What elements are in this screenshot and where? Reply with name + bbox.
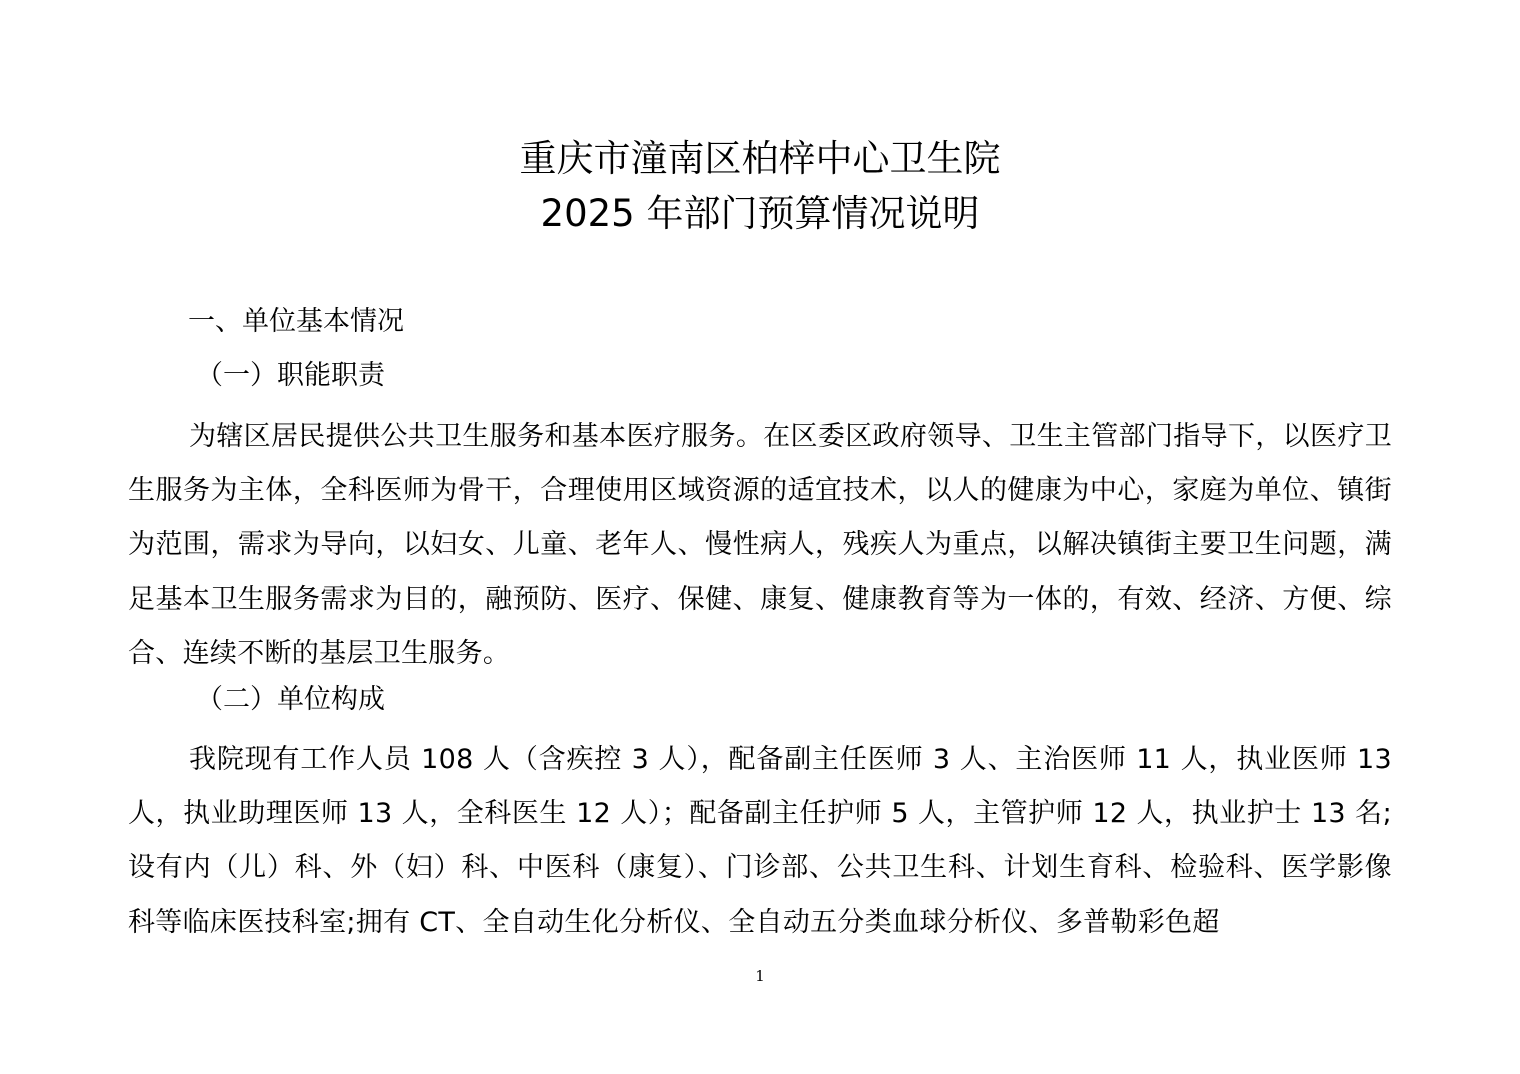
document-title-line-2: 2025 年部门预算情况说明 [540,192,980,235]
section-heading-unit-basic-info: 一、单位基本情况 [188,306,404,337]
subsection-heading-composition: （二）单位构成 [196,684,385,715]
paragraph-functions: 为辖区居民提供公共卫生服务和基本医疗服务。在区委区政府领导、卫生主管部门指导下，以医疗卫生服务为主体，全科医师为骨干，合理使用区域资源的适宜技术，以人的健康为中心，家庭为单位、镇街为范围，需求为导向，以妇女、儿童、老年人、慢性病人，残疾人为重点，以解决镇街主要卫生问题，满足基本卫生服务需求为目的，融预防、医疗、保健、康复、健康教育等为一体的，有效、经济、方便、综合、连续不断的基层卫生服务。 [128,421,1392,669]
subsection-heading-functions: （一）职能职责 [196,360,385,391]
document-title-line-1: 重庆市潼南区柏梓中心卫生院 [519,137,1001,180]
paragraph-composition: 我院现有工作人员 108 人（含疾控 3 人），配备副主任医师 3 人、主治医师 11 人，执业医师 13 人，执业助理医师 13 人，全科医生 12 人）；配备副主任护师 5 人，主管护师 12 人，执业护士 13 名;设有内（儿）科、外（妇）科、中医科（康复）、门诊部、公共卫生科、计划生育科、检验科、医学影像科等临床医技科室;拥有 CT、全自动生化分析仪、全自动五分类血球分析仪、多普勒彩色超 [128,744,1392,938]
page-number: 1 [755,967,765,985]
